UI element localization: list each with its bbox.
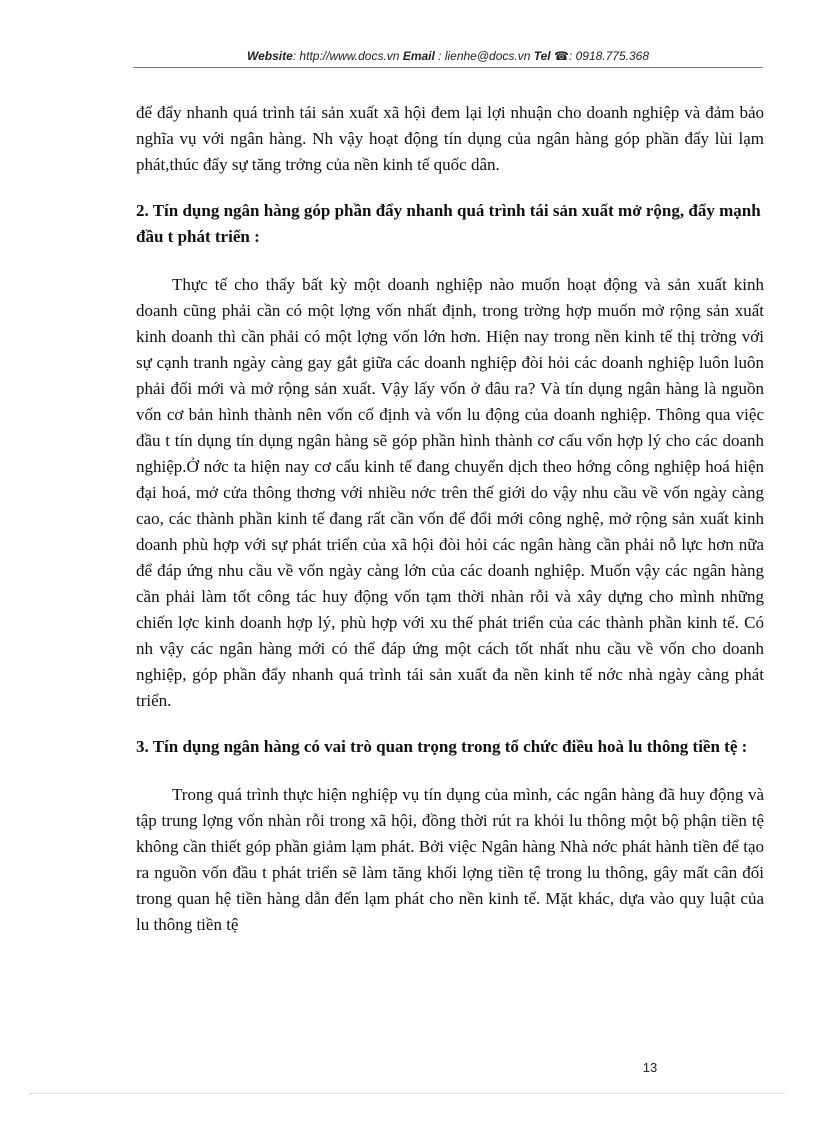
website-value: : http://www.docs.vn bbox=[292, 49, 403, 63]
page-number: 13 bbox=[642, 1060, 658, 1075]
tel-value: : 0918.775.368 bbox=[568, 49, 650, 63]
paragraph-section-2: Thực tế cho thấy bất kỳ một doanh nghiệp nào muốn hoạt động và sản xuất kinh doanh cũng phải cần có một lợng vốn nhất định, trong trờng hợp muốn mở rộng sản xuất kinh doanh thì cần phải có một lợng vốn lớn hơn. Hiện nay trong nền kinh tế thị trờng với sự cạnh tranh ngày càng gay gắt giữa các doanh nghiệp đòi hỏi các doanh nghiệp luôn luôn phải đổi mới và mở rộng sản xuất. Vậy lấy vốn ở đâu ra? Và tín dụng ngân hàng là nguồn vốn cơ bản hình thành nên vốn cố định và vốn lu động của doanh nghiệp. Thông qua việc đầu t tín dụng tín dụng ngân hàng sẽ góp phần hình thành cơ cấu vốn hợp lý cho các doanh nghiệp.Ở nớc ta hiện nay cơ cấu kinh tế đang chuyển dịch theo hớng công nghiệp hoá hiện đại hoá, mở cửa thông thơng với nhiều nớc trên thế giới do vậy nhu cầu về vốn ngày càng cao, các thành phần kinh tế đang rất cần vốn để đổi mới công nghệ, mở rộng sản xuất kinh doanh phù hợp với sự phát triển của xã hội đòi hỏi các ngân hàng cần phải nỗ lực hơn nữa để đáp ứng nhu cầu về vốn ngày càng lớn của các doanh nghiệp. Muốn vậy các ngân hàng cần phải làm tốt công tác huy động vốn tạm thời nhàn rỗi và xây dựng cho mình những chiến lợc kinh doanh hợp lý, phù hợp với xu thế phát triển của các thành phần kinh tế. Có nh vậy các ngân hàng mới có thể đáp ứng một cách tốt nhất nhu cầu về vốn cho doanh nghiệp, góp phần đẩy nhanh quá trình tái sản xuất đa nền kinh tế nớc nhà ngày càng phát triển. bbox=[136, 275, 764, 710]
section-heading-3: 3. Tín dụng ngân hàng có vai trò quan trọng trong tổ chức điều hoà lu thông tiền tệ : bbox=[136, 737, 748, 756]
document-body bbox=[136, 100, 764, 938]
tel-label: Tel bbox=[533, 49, 551, 63]
email-label: Email bbox=[402, 49, 435, 63]
footer-divider bbox=[30, 1093, 786, 1094]
page-header bbox=[133, 47, 763, 65]
header-divider bbox=[133, 67, 763, 68]
paragraph-intro: để đẩy nhanh quá trình tái sản xuất xã hội đem lại lợi nhuận cho doanh nghiệp và đảm bảo nghĩa vụ với ngân hàng. Nh vậy hoạt động tín dụng của ngân hàng góp phần đẩy lùi lạm phát,thúc đẩy sự tăng trởng của nền kinh tế quốc dân. bbox=[136, 103, 764, 174]
paragraph-section-3: Trong quá trình thực hiện nghiệp vụ tín dụng của mình, các ngân hàng đã huy động và tập trung lợng vốn nhàn rỗi trong xã hội, đồng thời rút ra khỏi lu thông một bộ phận tiền tệ không cần thiết góp phần giảm lạm phát. Bởi việc Ngân hàng Nhà nớc phát hành tiền để tạo ra nguồn vốn đầu t phát triển sẽ làm tăng khối lợng tiền tệ trong lu thông, gây mất cân đối trong quan hệ tiền hàng dẫn đến lạm phát cho nền kinh tế. Mặt khác, dựa vào quy luật của lu thông tiền tệ bbox=[136, 785, 764, 934]
phone-icon: ☎ bbox=[553, 49, 569, 63]
section-heading-2: 2. Tín dụng ngân hàng góp phần đẩy nhanh quá trình tái sản xuất mở rộng, đẩy mạnh đầu t phát triển : bbox=[136, 201, 761, 246]
email-value: : lienhe@docs.vn bbox=[434, 49, 534, 63]
website-label: Website bbox=[246, 49, 293, 63]
